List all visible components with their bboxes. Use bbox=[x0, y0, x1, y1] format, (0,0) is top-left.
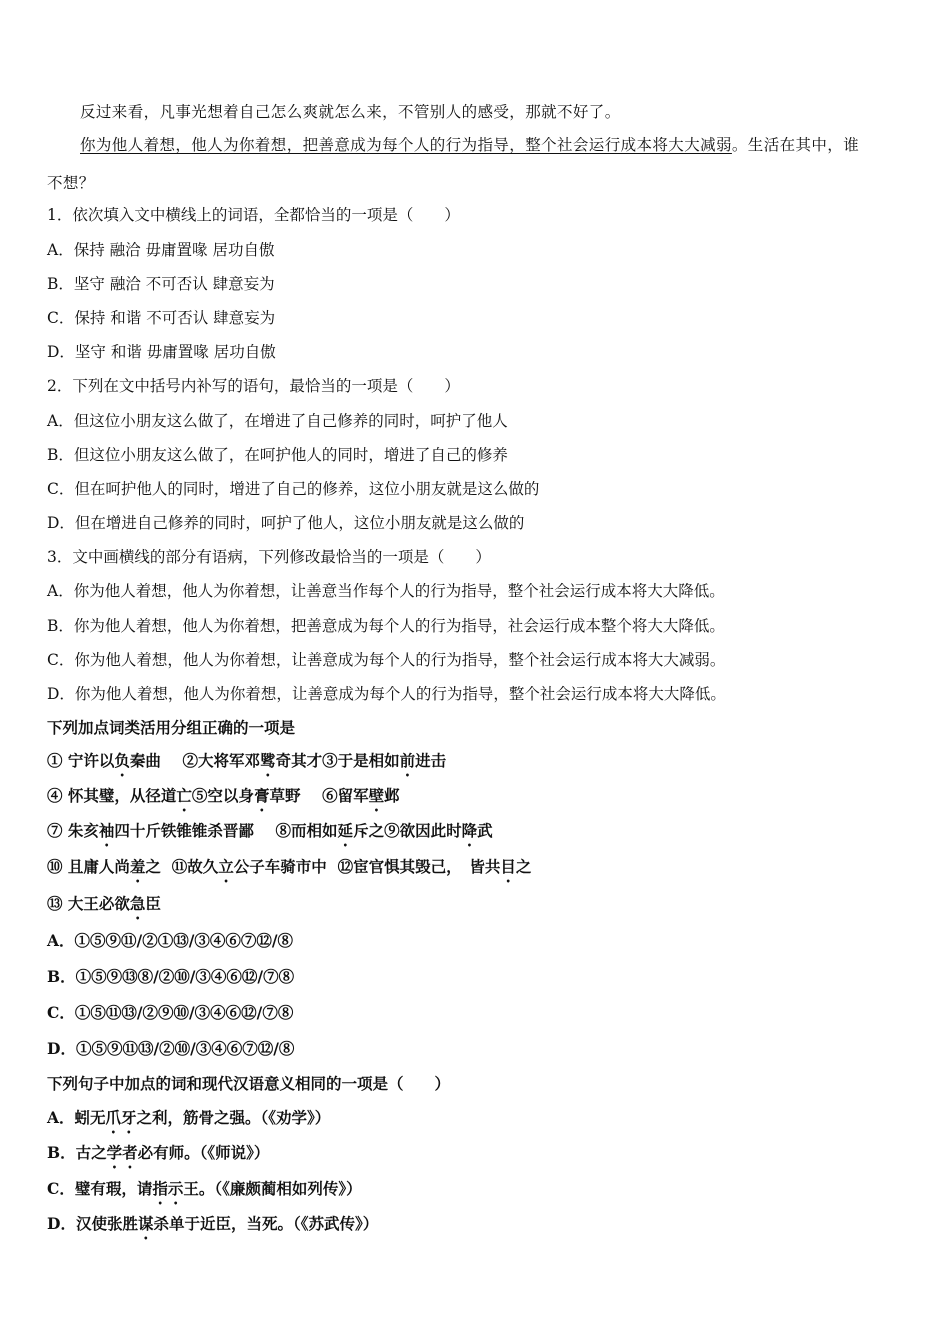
item-5-text-after: 草野 bbox=[269, 786, 301, 805]
item-1-dotted-word: 负 bbox=[114, 751, 130, 770]
question-4-option-a: A．①⑤⑨⑪/②①⑬/③④⑥⑦⑫/⑧ bbox=[47, 931, 294, 950]
item-4-text: ④ 怀其璧，从径道 bbox=[47, 786, 177, 805]
item-12-text-after: 之 bbox=[515, 857, 532, 876]
item-8-dotted-word: 延 bbox=[337, 821, 354, 840]
item-10-text: ⑩ 且庸人尚 bbox=[47, 857, 130, 876]
option-a-text-after: 之利，筋骨之强。（《劝学》） bbox=[136, 1108, 331, 1127]
item-5 bbox=[192, 786, 301, 805]
question-2-stem: 2．下列在文中括号内补写的语句，最恰当的一项是（ ） bbox=[47, 377, 460, 395]
item-9-text: ⑨欲因此时 bbox=[384, 821, 462, 840]
item-12 bbox=[338, 857, 532, 876]
question-5-option-b bbox=[47, 1143, 269, 1172]
option-c-text: C．璧有瑕，请 bbox=[47, 1179, 153, 1198]
item-7 bbox=[47, 821, 254, 840]
option-b-text-after: 必有师。（《师说》） bbox=[137, 1143, 270, 1162]
question-3-option-a: A．你为他人着想，他人为你着想，让善意当作每个人的行为指导，整个社会运行成本将大大降低。 bbox=[47, 582, 725, 600]
question-1-option-c: C．保持 和谐 不可否认 肆意妄为 bbox=[47, 309, 276, 327]
question-3-stem: 3．文中画横线的部分有语病，下列修改最恰当的一项是（ ） bbox=[47, 548, 491, 566]
item-11-text-after: 公子车骑市中 bbox=[233, 857, 327, 876]
item-10-dotted-word: 羞 bbox=[129, 857, 146, 876]
question-4-option-d: D．①⑤⑨⑪⑬/②⑩/③④⑥⑦⑫/⑧ bbox=[47, 1039, 295, 1058]
item-3-text: ③于是相如 bbox=[322, 751, 400, 770]
item-2-dotted-word: 骘 bbox=[260, 751, 276, 770]
item-4 bbox=[47, 786, 192, 805]
item-11-text: ⑪故久 bbox=[171, 857, 219, 876]
item-2-text-after: 奇其才 bbox=[275, 751, 323, 770]
item-9 bbox=[384, 821, 493, 840]
item-5-dotted-word: 膏 bbox=[253, 786, 270, 805]
item-1-text: ① 宁许以 bbox=[47, 751, 115, 770]
question-3-option-c: C．你为他人着想，他人为你着想，让善意成为每个人的行为指导，整个社会运行成本将大大减弱。 bbox=[47, 651, 726, 669]
item-10-text-after: 之 bbox=[145, 857, 161, 876]
item-2-text: ②大将军邓 bbox=[182, 751, 261, 770]
option-d-dotted-word: 谋 bbox=[137, 1214, 154, 1233]
question-5-option-a bbox=[47, 1108, 330, 1137]
question-2-option-c: C．但在呵护他人的同时，增进了自己的修养，这位小朋友就是这么做的 bbox=[47, 480, 540, 498]
option-c-text-after: 王。（《廉颇蔺相如列传》） bbox=[183, 1179, 362, 1198]
passage-paragraph-1: 反过来看，凡事光想着自己怎么爽就怎么来，不管别人的感受，那就不好了。 bbox=[80, 103, 621, 121]
question-2-option-b: B．但这位小朋友这么做了，在呵护他人的同时，增进了自己的修养 bbox=[47, 446, 508, 464]
item-13-dotted-word: 急 bbox=[129, 894, 146, 913]
question-4-items-row-3 bbox=[47, 821, 493, 850]
option-a-dotted-word: 爪牙 bbox=[105, 1108, 137, 1127]
item-3 bbox=[322, 751, 446, 770]
question-3-option-d: D．你为他人着想，他人为你着想，让善意成为每个人的行为指导，整个社会运行成本将大大降低。 bbox=[47, 685, 726, 703]
question-1-option-d: D．坚守 和谐 毋庸置喙 居功自傲 bbox=[47, 343, 276, 361]
option-d-text-after: 杀单于近臣，当死。（《苏武传》） bbox=[153, 1214, 379, 1233]
option-a-text: A．蚓无 bbox=[47, 1108, 106, 1127]
item-9-dotted-word: 降 bbox=[461, 821, 478, 840]
item-10 bbox=[47, 857, 161, 876]
item-11 bbox=[172, 857, 327, 876]
item-5-text: ⑤空以身 bbox=[191, 786, 254, 805]
question-3-option-b: B．你为他人着想，他人为你着想，把善意成为每个人的行为指导，社会运行成本整个将大大降低。 bbox=[47, 617, 725, 635]
question-4-items-row-2 bbox=[47, 786, 400, 815]
item-3-dotted-word: 前 bbox=[399, 751, 416, 770]
item-7-dotted-word: 袖 bbox=[98, 821, 115, 840]
item-6-text-after: 邺 bbox=[384, 786, 400, 805]
question-4-option-b: B．①⑤⑨⑬⑧/②⑩/③④⑥⑫/⑦⑧ bbox=[47, 967, 295, 986]
question-4-items-row-1 bbox=[47, 751, 446, 780]
option-c-dotted-word: 指示 bbox=[152, 1179, 184, 1198]
passage-paragraph-2-tail: 。生活在其中，谁 bbox=[731, 136, 860, 154]
item-1-text-after: 秦曲 bbox=[129, 751, 161, 770]
item-7-text: ⑦ 朱亥 bbox=[47, 821, 99, 840]
passage-paragraph-2-continued: 不想？ bbox=[47, 174, 95, 192]
question-1-option-a: A．保持 融洽 毋庸置喙 居功自傲 bbox=[47, 241, 275, 259]
item-13 bbox=[47, 894, 161, 913]
item-6-text: ⑥留军 bbox=[322, 786, 369, 805]
option-d-text: D．汉使张胜 bbox=[47, 1214, 138, 1233]
question-5-stem: 下列句子中加点的词和现代汉语意义相同的一项是（ ） bbox=[47, 1074, 451, 1093]
question-4-stem: 下列加点词类活用分组正确的一项是 bbox=[47, 718, 296, 737]
item-12-dotted-word: 目 bbox=[500, 857, 516, 876]
passage-paragraph-2 bbox=[80, 135, 859, 155]
item-4-dotted-word: 亡 bbox=[176, 786, 192, 805]
question-4-items-row-4 bbox=[47, 857, 531, 886]
question-4-option-c: C．①⑤⑪⑬/②⑨⑩/③④⑥⑫/⑦⑧ bbox=[47, 1003, 294, 1022]
question-2-option-d: D．但在增进自己修养的同时，呵护了他人，这位小朋友就是这么做的 bbox=[47, 514, 525, 532]
question-1-stem: 1．依次填入文中横线上的词语，全都恰当的一项是（ ） bbox=[47, 206, 460, 224]
item-13-text-after: 臣 bbox=[145, 894, 161, 913]
question-2-option-a: A．但这位小朋友这么做了，在增进了自己修养的同时，呵护了他人 bbox=[47, 412, 508, 430]
item-1 bbox=[47, 751, 161, 770]
item-8 bbox=[276, 821, 385, 840]
question-1-option-b: B．坚守 融洽 不可否认 肆意妄为 bbox=[47, 275, 275, 293]
item-9-text-after: 武 bbox=[477, 821, 493, 840]
underlined-sentence: 你为他人着想，他人为你着想，把善意成为每个人的行为指导，整个社会运行成本将大大减弱 bbox=[80, 136, 732, 154]
item-6 bbox=[322, 786, 400, 805]
item-7-text-after: 四十斤铁锥锥杀晋鄙 bbox=[114, 821, 254, 840]
item-3-text-after: 进击 bbox=[415, 751, 447, 770]
item-11-dotted-word: 立 bbox=[218, 857, 234, 876]
question-5-option-c bbox=[47, 1179, 362, 1208]
item-8-text-after: 斥之 bbox=[353, 821, 385, 840]
option-b-text: B．古之 bbox=[47, 1143, 107, 1162]
item-8-text: ⑧而相如 bbox=[275, 821, 338, 840]
item-13-text: ⑬ 大王必欲 bbox=[47, 894, 130, 913]
option-b-dotted-word: 学者 bbox=[106, 1143, 138, 1162]
item-12-text: ⑫宦官惧其毁己， 皆共 bbox=[337, 857, 501, 876]
question-4-items-row-5 bbox=[47, 894, 161, 923]
item-2 bbox=[183, 751, 323, 770]
question-5-option-d bbox=[47, 1214, 378, 1243]
item-6-dotted-word: 壁 bbox=[368, 786, 385, 805]
